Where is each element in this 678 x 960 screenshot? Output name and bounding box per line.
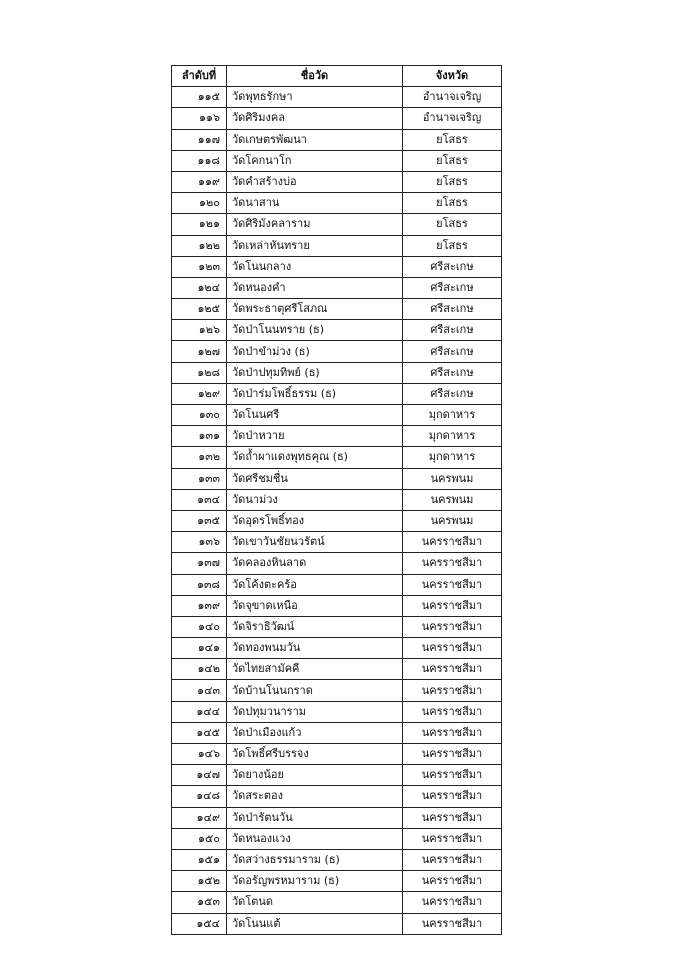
order-number-cell: ๑๒๔ — [172, 277, 227, 298]
table-row — [172, 426, 502, 447]
order-number-cell: ๑๓๗ — [172, 553, 227, 574]
province-cell: มุกดาหาร — [403, 405, 502, 426]
temple-name-cell: วัดป่าปทุมทิพย์ (ธ) — [227, 362, 403, 383]
temple-name-cell: วัดเขาวันชัยนวรัตน์ — [227, 532, 403, 553]
order-number-cell: ๑๑๗ — [172, 129, 227, 150]
table-row — [172, 383, 502, 404]
order-number-cell: ๑๓๐ — [172, 405, 227, 426]
temple-name-cell: วัดศิริมังคลาราม — [227, 214, 403, 235]
table-row — [172, 108, 502, 129]
province-cell: นครราชสีมา — [403, 892, 502, 913]
province-cell: ยโสธร — [403, 193, 502, 214]
order-number-cell: ๑๔๔ — [172, 701, 227, 722]
province-cell: นครพนม — [403, 468, 502, 489]
order-number-cell: ๑๑๙ — [172, 171, 227, 192]
order-number-cell: ๑๒๗ — [172, 341, 227, 362]
temple-name-cell: วัดจุขาดเหนือ — [227, 595, 403, 616]
table-row — [172, 595, 502, 616]
order-number-cell: ๑๒๐ — [172, 193, 227, 214]
temple-name-cell: วัดป่าโนนทราย (ธ) — [227, 320, 403, 341]
table-row — [172, 214, 502, 235]
table-row — [172, 807, 502, 828]
order-number-cell: ๑๑๘ — [172, 150, 227, 171]
header-province: จังหวัด — [403, 66, 502, 87]
order-number-cell: ๑๕๒ — [172, 871, 227, 892]
table-row — [172, 193, 502, 214]
order-number-cell: ๑๑๕ — [172, 87, 227, 108]
table-row — [172, 510, 502, 531]
order-number-cell: ๑๒๑ — [172, 214, 227, 235]
province-cell: ยโสธร — [403, 150, 502, 171]
temple-name-cell: วัดปทุมวนาราม — [227, 701, 403, 722]
temple-name-cell: วัดสระตอง — [227, 786, 403, 807]
province-cell: นครราชสีมา — [403, 828, 502, 849]
temple-name-cell: วัดบ้านโนนกราด — [227, 680, 403, 701]
table-row — [172, 828, 502, 849]
province-cell: นครราชสีมา — [403, 638, 502, 659]
temple-name-cell: วัดทองพนมวัน — [227, 638, 403, 659]
province-cell: นครราชสีมา — [403, 913, 502, 934]
temple-name-cell: วัดพระธาตุศรีโสภณ — [227, 299, 403, 320]
province-cell: นครราชสีมา — [403, 701, 502, 722]
province-cell: ศรีสะเกษ — [403, 383, 502, 404]
table-row — [172, 892, 502, 913]
province-cell: นครราชสีมา — [403, 807, 502, 828]
province-cell: อำนาจเจริญ — [403, 108, 502, 129]
table-row — [172, 786, 502, 807]
table-row — [172, 659, 502, 680]
province-cell: ยโสธร — [403, 235, 502, 256]
order-number-cell: ๑๕๔ — [172, 913, 227, 934]
temple-name-cell: วัดถ้ำผาแดงพุทธคุณ (ธ) — [227, 447, 403, 468]
province-cell: ศรีสะเกษ — [403, 299, 502, 320]
province-cell: นครราชสีมา — [403, 659, 502, 680]
temple-name-cell: วัดสว่างธรรมาราม (ธ) — [227, 849, 403, 870]
order-number-cell: ๑๒๕ — [172, 299, 227, 320]
table-row — [172, 341, 502, 362]
temple-name-cell: วัดหนองคำ — [227, 277, 403, 298]
order-number-cell: ๑๒๒ — [172, 235, 227, 256]
temple-name-cell: วัดป่าหวาย — [227, 426, 403, 447]
table-row — [172, 256, 502, 277]
order-number-cell: ๑๓๓ — [172, 468, 227, 489]
table-row — [172, 277, 502, 298]
temple-name-cell: วัดเหล่าหันทราย — [227, 235, 403, 256]
province-cell: นครราชสีมา — [403, 616, 502, 637]
table-row — [172, 574, 502, 595]
order-number-cell: ๑๔๘ — [172, 786, 227, 807]
province-cell: ยโสธร — [403, 171, 502, 192]
temple-name-cell: วัดเกษตรพัฒนา — [227, 129, 403, 150]
province-cell: ยโสธร — [403, 129, 502, 150]
province-cell: นครราชสีมา — [403, 871, 502, 892]
temple-name-cell: วัดจิราธิวัฒน์ — [227, 616, 403, 637]
order-number-cell: ๑๒๓ — [172, 256, 227, 277]
table-row — [172, 849, 502, 870]
province-cell: ศรีสะเกษ — [403, 341, 502, 362]
order-number-cell: ๑๔๙ — [172, 807, 227, 828]
order-number-cell: ๑๑๖ — [172, 108, 227, 129]
temple-name-cell: วัดหนองแวง — [227, 828, 403, 849]
table-row — [172, 638, 502, 659]
temple-name-cell: วัดโนนศรี — [227, 405, 403, 426]
order-number-cell: ๑๒๙ — [172, 383, 227, 404]
table-row — [172, 150, 502, 171]
order-number-cell: ๑๓๖ — [172, 532, 227, 553]
province-cell: นครราชสีมา — [403, 849, 502, 870]
table-row — [172, 553, 502, 574]
order-number-cell: ๑๔๓ — [172, 680, 227, 701]
table-row — [172, 680, 502, 701]
table-row — [172, 871, 502, 892]
table-row — [172, 447, 502, 468]
order-number-cell: ๑๒๘ — [172, 362, 227, 383]
order-number-cell: ๑๔๒ — [172, 659, 227, 680]
temple-name-cell: วัดนาม่วง — [227, 489, 403, 510]
temple-name-cell: วัดโตนด — [227, 892, 403, 913]
order-number-cell: ๑๓๑ — [172, 426, 227, 447]
province-cell: มุกดาหาร — [403, 426, 502, 447]
temple-name-cell: วัดป่าขำม่วง (ธ) — [227, 341, 403, 362]
temple-name-cell: วัดป่ารัตนวัน — [227, 807, 403, 828]
table-row — [172, 765, 502, 786]
order-number-cell: ๑๕๓ — [172, 892, 227, 913]
temple-name-cell: วัดศรีชมชื่น — [227, 468, 403, 489]
temple-name-cell: วัดนาสาน — [227, 193, 403, 214]
province-cell: ศรีสะเกษ — [403, 362, 502, 383]
table-row — [172, 129, 502, 150]
table-row — [172, 489, 502, 510]
table-row — [172, 468, 502, 489]
order-number-cell: ๑๓๒ — [172, 447, 227, 468]
temple-name-cell: วัดโนนแต้ — [227, 913, 403, 934]
temple-name-cell: วัดยางน้อย — [227, 765, 403, 786]
temple-name-cell: วัดป่าร่มโพธิ์ธรรม (ธ) — [227, 383, 403, 404]
table-row — [172, 171, 502, 192]
table-row — [172, 616, 502, 637]
province-cell: นครราชสีมา — [403, 765, 502, 786]
order-number-cell: ๑๓๘ — [172, 574, 227, 595]
temple-name-cell: วัดอุดรโพธิ์ทอง — [227, 510, 403, 531]
table-header-row — [172, 66, 502, 87]
order-number-cell: ๑๒๖ — [172, 320, 227, 341]
province-cell: นครพนม — [403, 510, 502, 531]
province-cell: นครราชสีมา — [403, 574, 502, 595]
order-number-cell: ๑๔๖ — [172, 744, 227, 765]
table-row — [172, 722, 502, 743]
header-order-number: ลำดับที่ — [172, 66, 227, 87]
table-row — [172, 362, 502, 383]
province-cell: นครราชสีมา — [403, 786, 502, 807]
temple-name-cell: วัดไทยสามัคคี — [227, 659, 403, 680]
temple-name-cell: วัดโนนกลาง — [227, 256, 403, 277]
table-row — [172, 405, 502, 426]
table-row — [172, 320, 502, 341]
order-number-cell: ๑๓๙ — [172, 595, 227, 616]
province-cell: ยโสธร — [403, 214, 502, 235]
province-cell: ศรีสะเกษ — [403, 277, 502, 298]
temple-name-cell: วัดอรัญพรหมาราม (ธ) — [227, 871, 403, 892]
province-cell: มุกดาหาร — [403, 447, 502, 468]
order-number-cell: ๑๓๔ — [172, 489, 227, 510]
province-cell: นครราชสีมา — [403, 744, 502, 765]
temple-name-cell: วัดศิริมงคล — [227, 108, 403, 129]
table-row — [172, 87, 502, 108]
order-number-cell: ๑๔๑ — [172, 638, 227, 659]
province-cell: นครราชสีมา — [403, 680, 502, 701]
province-cell: ศรีสะเกษ — [403, 256, 502, 277]
order-number-cell: ๑๓๕ — [172, 510, 227, 531]
table-row — [172, 235, 502, 256]
province-cell: นครราชสีมา — [403, 553, 502, 574]
temple-name-cell: วัดคำสร้างบ่อ — [227, 171, 403, 192]
table-row — [172, 701, 502, 722]
table-row — [172, 532, 502, 553]
table-body — [172, 87, 502, 935]
order-number-cell: ๑๕๑ — [172, 849, 227, 870]
temple-name-cell: วัดโคกนาโก — [227, 150, 403, 171]
temple-name-cell: วัดโพธิ์ศรีบรรจง — [227, 744, 403, 765]
header-temple-name: ชื่อวัด — [227, 66, 403, 87]
table-row — [172, 299, 502, 320]
temple-name-cell: วัดคลองหินลาด — [227, 553, 403, 574]
table-row — [172, 913, 502, 934]
temple-name-cell: วัดพุทธรักษา — [227, 87, 403, 108]
order-number-cell: ๑๔๐ — [172, 616, 227, 637]
province-cell: อำนาจเจริญ — [403, 87, 502, 108]
province-cell: นครราชสีมา — [403, 595, 502, 616]
order-number-cell: ๑๕๐ — [172, 828, 227, 849]
province-cell: ศรีสะเกษ — [403, 320, 502, 341]
table-row — [172, 744, 502, 765]
order-number-cell: ๑๔๕ — [172, 722, 227, 743]
temple-name-cell: วัดโค้งตะคร้อ — [227, 574, 403, 595]
province-cell: นครพนม — [403, 489, 502, 510]
order-number-cell: ๑๔๗ — [172, 765, 227, 786]
temple-list-table — [171, 65, 502, 935]
province-cell: นครราชสีมา — [403, 722, 502, 743]
temple-name-cell: วัดป่าเมืองแก้ว — [227, 722, 403, 743]
province-cell: นครราชสีมา — [403, 532, 502, 553]
